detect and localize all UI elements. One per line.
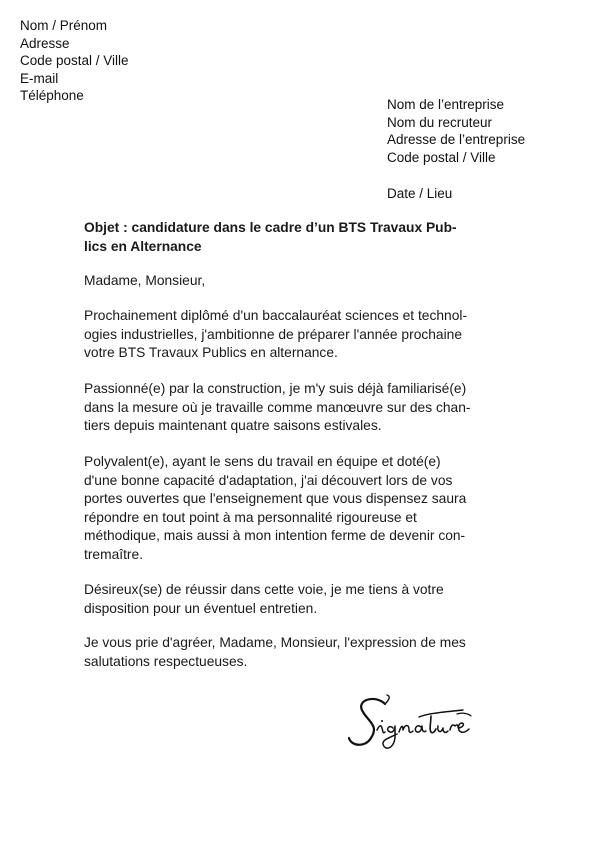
sender-phone: Téléphone	[20, 88, 84, 104]
sender-postcode-city: Code postal / Ville	[20, 53, 129, 69]
sender-name: Nom / Prénom	[20, 18, 108, 33]
paragraph-line: méthodique, mais aussi à mon intention ferme de devenir con-	[84, 528, 466, 543]
recipient-company: Nom de l’entreprise	[387, 97, 505, 112]
paragraph-experience	[84, 380, 514, 436]
paragraph-intro	[84, 307, 514, 363]
paragraph-line: Prochainement diplômé d'un baccalauréat sciences et technol-	[84, 308, 468, 323]
sender-block	[20, 17, 129, 105]
paragraph-line: répondre en tout point à ma personnalité rigoureuse et	[84, 509, 417, 525]
paragraph-line: portes ouvertes que l'enseignement que vous dispensez saura	[84, 491, 467, 506]
sender-email: E-mail	[20, 70, 59, 86]
recipient-postcode-city: Code postal / Ville	[387, 149, 496, 165]
paragraph-closing	[84, 634, 514, 671]
paragraph-line: disposition pour un éventuel entretien.	[84, 600, 318, 616]
paragraph-line: tiers depuis maintenant quatre saisons estivales.	[84, 418, 382, 433]
subject-line	[84, 219, 514, 256]
recipient-recruiter: Nom du recruteur	[387, 114, 493, 130]
paragraph-line: Désireux(se) de réussir dans cette voie, je me tiens à votre	[84, 582, 444, 597]
paragraph-line: tremaître.	[84, 546, 144, 562]
paragraph-line: Je vous prie d'agréer, Madame, Monsieur, l'expression de mes	[84, 635, 466, 650]
paragraph-line: votre BTS Travaux Publics en alternance.	[84, 345, 338, 360]
subject-line-text: Objet : candidature dans le cadre d’un BTS Travaux Pub-	[84, 220, 457, 235]
subject-line-text: lics en Alternance	[84, 238, 202, 254]
paragraph-availability	[84, 581, 514, 618]
paragraph-line: ogies industrielles, j'ambitionne de préparer l'année prochaine	[84, 326, 463, 342]
paragraph-line: dans la mesure où je travaille comme manœuvre sur des chan-	[84, 399, 471, 415]
paragraph-line: Passionné(e) par la construction, je m'y suis déjà familiarisé(e)	[84, 381, 467, 396]
paragraph-qualities	[84, 453, 514, 564]
paragraph-line: salutations respectueuses.	[84, 653, 248, 669]
paragraph-line: d'une bonne capacité d'adaptation, j'ai découvert lors de vos	[84, 472, 453, 488]
salutation: Madame, Monsieur,	[84, 273, 206, 288]
handwritten-signature	[345, 690, 495, 760]
recipient-address: Adresse de l’entreprise	[387, 132, 526, 148]
sender-address: Adresse	[20, 35, 70, 51]
recipient-block	[387, 96, 525, 166]
date-place: Date / Lieu	[387, 186, 453, 201]
paragraph-line: Polyvalent(e), ayant le sens du travail en équipe et doté(e)	[84, 454, 441, 469]
